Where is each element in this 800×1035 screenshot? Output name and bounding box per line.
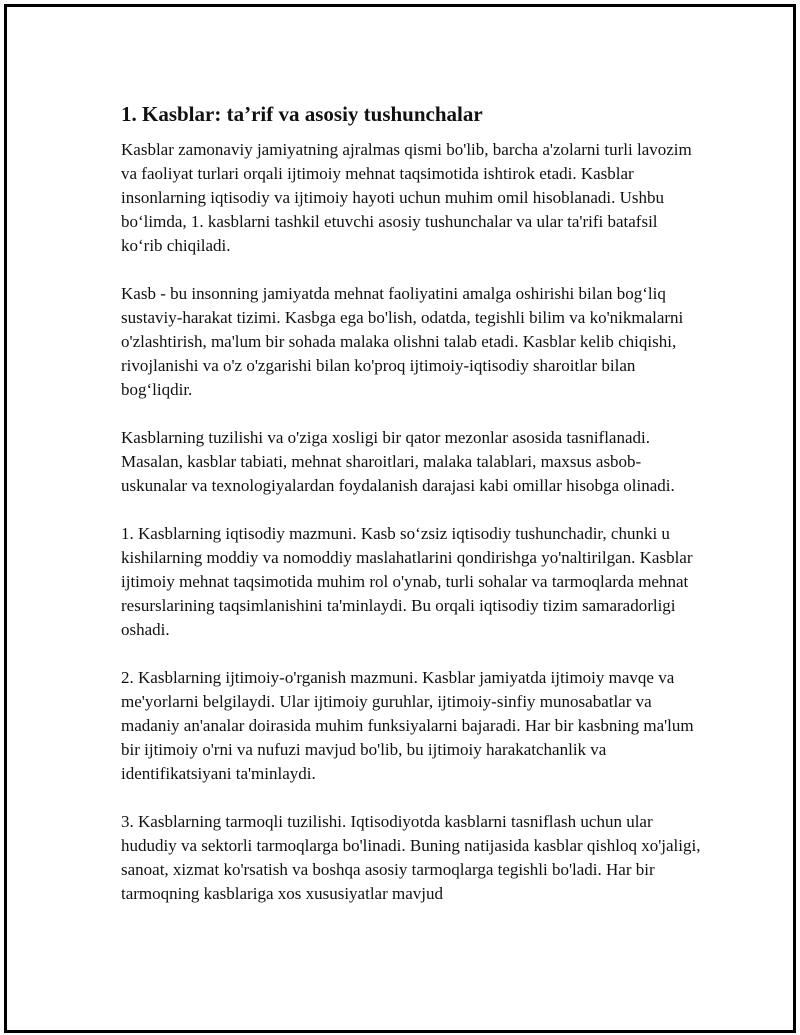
paragraph-economic: 1. Kasblarning iqtisodiy mazmuni. Kasb so‘zsiz iqtisodiy tushunchadir, chunki u kishilarning moddiy va nomoddiy maslahatlarini qondirishga yo'naltirilgan. Kasblar ijtimoiy mehnat taqsimotida muhim rol o'ynab, turli sohalar va tarmoqlarda mehnat resurslarining taqsimlanishini ta'minlaydi. Bu orqali iqtisodiy tizim samaradorligi oshadi. [121, 524, 693, 639]
paragraph-intro: Kasblar zamonaviy jamiyatning ajralmas qismi bo'lib, barcha a'zolarni turli lavozim va faoliyat turlari orqali ijtimoiy mehnat taqsimotida ishtirok etadi. Kasblar insonlarning iqtisodiy va ijtimoiy hayoti uchun muhim omil hisoblanadi. Ushbu bo‘limda, 1. kasblarni tashkil etuvchi asosiy tushunchalar va ular ta'rifi batafsil ko‘rib chiqiladi. [121, 140, 692, 255]
paragraph-classification: Kasblarning tuzilishi va o'ziga xosligi bir qator mezonlar asosida tasniflanadi. Masalan, kasblar tabiati, mehnat sharoitlari, malaka talablari, maxsus asbob-uskunalar va texnologiyalardan foydalanish darajasi kabi omillar hisobga olinadi. [121, 428, 675, 495]
section-heading: 1. Kasblar: ta’rif va asosiy tushunchalar [121, 102, 483, 126]
paragraph-sectoral: 3. Kasblarning tarmoqli tuzilishi. Iqtisodiyotda kasblarni tasniflash uchun ular hududiy va sektorli tarmoqlarga bo'linadi. Buning natijasida kasblar qishloq xo'jaligi, sanoat, xizmat ko'rsatish va boshqa asosiy tarmoqlarga tegishli bo'ladi. Har bir tarmoqning kasblariga xos xususiyatlar mavjud [121, 812, 701, 903]
paragraph-social: 2. Kasblarning ijtimoiy-o'rganish mazmuni. Kasblar jamiyatda ijtimoiy mavqe va me'yorlarni belgilaydi. Ular ijtimoiy guruhlar, ijtimoiy-sinfiy munosabatlar va madaniy an'analar doirasida muhim funksiyalarni bajaradi. Har bir kasbning ma'lum bir ijtimoiy o'rni va nufuzi mavjud bo'lib, bu ijtimoiy harakatchanlik va identifikatsiyani ta'minlaydi. [121, 668, 694, 783]
document-body [121, 100, 701, 930]
paragraph-definition: Kasb - bu insonning jamiyatda mehnat faoliyatini amalga oshirishi bilan bog‘liq sustaviy-harakat tizimi. Kasbga ega bo'lish, odatda, tegishli bilim va ko'nikmalarni o'zlashtirish, ma'lum bir sohada malaka olishni talab etadi. Kasblar kelib chiqishi, rivojlanishi va o'z o'zgarishi bilan ko'proq ijtimoiy-iqtisodiy sharoitlar bilan bog‘liqdir. [121, 284, 684, 399]
document-page [4, 4, 796, 1033]
